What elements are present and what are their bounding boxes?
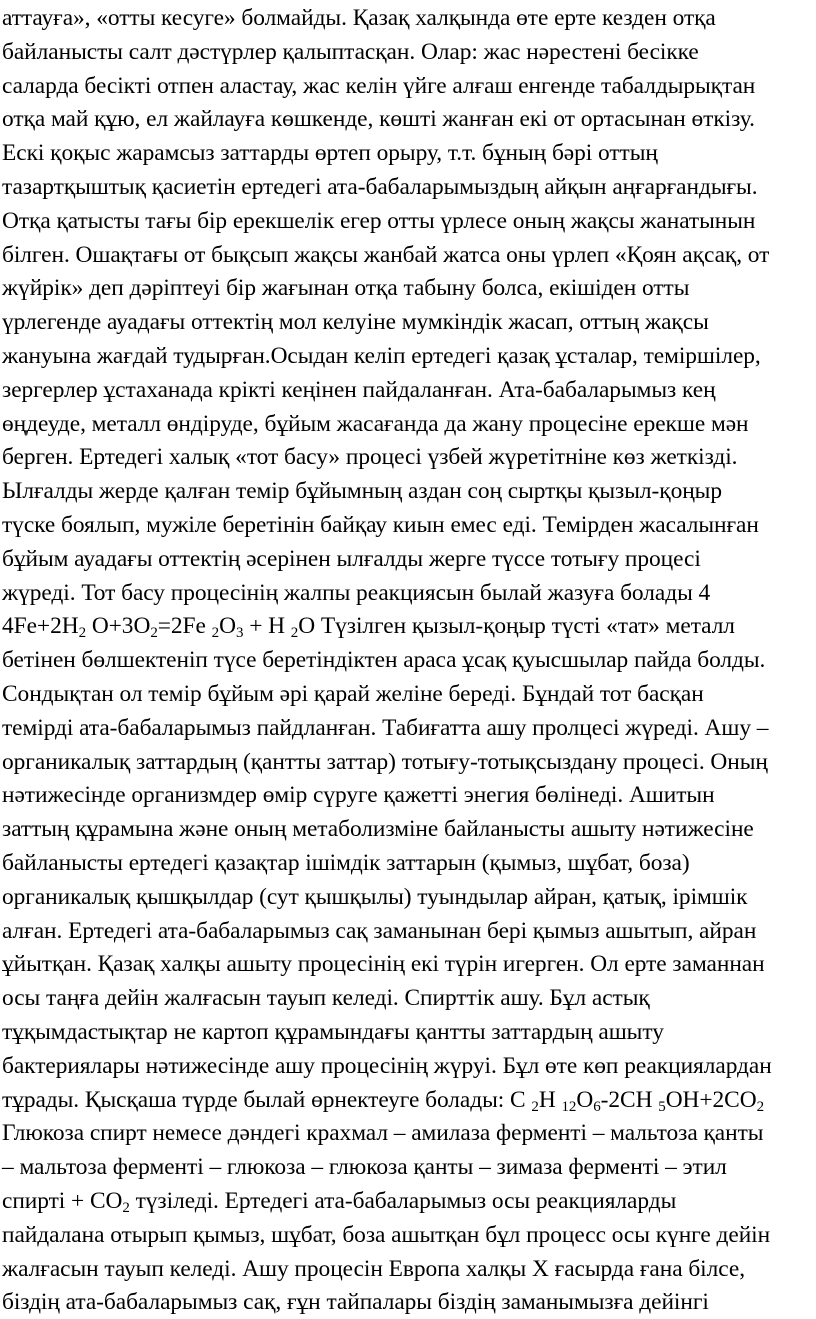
text-segment: осы таңға дейін жалғасын тауып келеді. Спирттік ашу. Бұл астық bbox=[2, 985, 650, 1012]
text-line bbox=[2, 1218, 770, 1252]
text-segment: ұйытқан. Қазақ халқы ашыту процесінің екі түрін игерген. Ол ерте заманнан bbox=[2, 951, 765, 978]
text-line bbox=[2, 339, 761, 373]
text-line bbox=[2, 846, 690, 880]
text-segment: + H bbox=[243, 613, 291, 640]
text-line bbox=[2, 880, 748, 914]
text-line bbox=[2, 407, 749, 441]
text-line bbox=[2, 1083, 764, 1117]
text-segment: – мальтоза ферменті – глюкоза – глюкоза қанты – зимаза ферменті – этил bbox=[2, 1154, 727, 1181]
text-segment: түске боялып, мужіле беретінін байқау киын емес еді. Темірден жасалынған bbox=[2, 512, 759, 538]
text-segment: Отқа қатысты тағы бір ерекшелік егер отты үрлесе оның жақсы жанатынын bbox=[2, 207, 756, 234]
text-line bbox=[2, 542, 701, 576]
text-segment: O+3O bbox=[86, 613, 151, 640]
text-segment: тазартқыштық қасиетін ертедегі ата-бабаларымыздың айқын аңғарғандығы. bbox=[2, 174, 758, 200]
text-segment: біздің ата-бабаларымыз сақ, ғұн тайпалары біздің заманымызға дейінгі bbox=[2, 1289, 709, 1316]
text-segment: жүйрік» деп дәріптеуі бір жағынан отқа табыну болса, екішіден отты bbox=[2, 275, 690, 302]
text-line bbox=[2, 136, 658, 170]
text-segment: алған. Ертедегі ата-бабаларымыз сақ заманынан бері қымыз ашытып, айран bbox=[2, 917, 757, 944]
text-segment: жануына жағдай тудырған.Осыдан келіп ертедегі қазақ ұсталар, теміршілер, bbox=[2, 343, 761, 369]
text-line bbox=[2, 914, 756, 948]
text-line bbox=[2, 778, 715, 812]
text-segment: 4Fe+2H bbox=[2, 613, 79, 640]
text-segment: O Түзілген қызыл-қоңыр түсті «тат» металл bbox=[298, 613, 735, 640]
text-line bbox=[2, 1, 716, 35]
subscript: 2 bbox=[531, 1098, 539, 1115]
text-line bbox=[2, 35, 699, 69]
text-segment: спирті + CO bbox=[2, 1188, 123, 1214]
text-line bbox=[2, 643, 765, 677]
subscript: 2 bbox=[150, 625, 158, 642]
subscript: 6 bbox=[593, 1098, 601, 1115]
text-segment: OH+2CO bbox=[665, 1086, 757, 1113]
text-segment: нәтижесінде организмдер өмір сүруге қажетті энегия бөлінеді. Ашитын bbox=[2, 782, 715, 809]
text-segment: пайдалана отырып қымыз, шұбат, боза ашытқан бұл процесс осы күнге дейін bbox=[2, 1221, 771, 1248]
text-segment: отқа май құю, ел жайлауға көшкенде, көшті жанған екі от ортасынан өткізу. bbox=[2, 106, 755, 133]
subscript: 2 bbox=[211, 625, 220, 642]
text-segment: зергерлер ұстаханада крікті кеңінен пайдаланған. Ата-бабаларымыз кең bbox=[2, 376, 716, 403]
text-segment: тұрады. Қысқаша түрде былай өрнектеуге болады: C bbox=[2, 1086, 532, 1113]
text-line bbox=[2, 1049, 772, 1083]
text-line bbox=[2, 238, 769, 272]
text-line bbox=[2, 812, 754, 846]
text-line bbox=[2, 1116, 763, 1150]
text-segment: Ылғалды жерде қалған темір бұйымның аздан соң сыртқы қызыл-қоңыр bbox=[2, 478, 722, 505]
text-segment: Ескі қоқыс жарамсыз заттарды өртеп орыру, т.т. бұның бәрі оттың bbox=[2, 140, 658, 167]
text-segment: тұқымдастықтар не картоп құрамындағы қантты заттардың ашыту bbox=[2, 1019, 664, 1045]
text-line bbox=[2, 1184, 676, 1218]
text-segment: Сондықтан ол темір бұйым әрі қарай желіне береді. Бұндай тот басқан bbox=[2, 681, 704, 707]
text-line bbox=[2, 1150, 727, 1184]
subscript: 2 bbox=[122, 1199, 130, 1216]
text-line bbox=[2, 609, 735, 643]
text-line bbox=[2, 271, 689, 305]
text-line bbox=[2, 474, 722, 508]
text-segment: байланысты ертедегі қазақтар ішімдік заттарын (қымыз, шұбат, боза) bbox=[2, 850, 690, 876]
text-segment: жүреді. Тот басу процесінің жалпы реакциясын былай жазуға болады 4 bbox=[2, 579, 711, 606]
text-line bbox=[2, 1252, 745, 1286]
text-segment: органикалық заттардың (қантты заттар) тотығу-тотықсыздану процесі. Оның bbox=[2, 748, 768, 775]
text-line bbox=[2, 204, 755, 238]
text-line bbox=[2, 745, 768, 779]
subscript: 12 bbox=[561, 1098, 577, 1115]
text-segment: органикалық қышқылдар (сут қышқылы) туындылар айран, қатық, ірімшік bbox=[2, 883, 748, 910]
text-segment: өңдеуде, металл өндіруде, бұйым жасағанда да жану процесіне ерекше мән bbox=[2, 410, 749, 437]
text-segment: =2Fe bbox=[157, 613, 212, 640]
text-line bbox=[2, 69, 755, 103]
text-line bbox=[2, 440, 737, 474]
text-line bbox=[2, 305, 709, 339]
subscript: 2 bbox=[290, 625, 299, 642]
text-line bbox=[2, 1285, 709, 1319]
text-segment: берген. Ертедегі халық «тот басу» процесі үзбей жүретітніне көз жеткізді. bbox=[2, 444, 738, 471]
text-segment: түзіледі. Ертедегі ата-бабаларымыз осы реакцияларды bbox=[129, 1188, 677, 1214]
text-line bbox=[2, 170, 758, 204]
text-segment: -2CH bbox=[600, 1086, 659, 1113]
text-segment: білген. Ошақтағы от бықсып жақсы жанбай жатса оны үрлеп «Қоян ақсақ, от bbox=[2, 241, 770, 268]
text-segment: бұйым ауадағы оттектің әсерінен ылғалды жерге түссе тотығу процесі bbox=[2, 545, 701, 572]
text-line bbox=[2, 508, 759, 542]
text-line bbox=[2, 711, 768, 745]
text-line bbox=[2, 677, 704, 711]
subscript: 2 bbox=[756, 1098, 765, 1115]
text-segment: заттың құрамына және оның метаболизміне байланысты ашыту нәтижесіне bbox=[2, 816, 754, 843]
text-segment: саларда бесікті отпен аластау, жас келін үйге алғаш енгенде табалдырықтан bbox=[2, 72, 756, 99]
text-line bbox=[2, 947, 765, 981]
text-line bbox=[2, 1015, 664, 1049]
text-segment: H bbox=[538, 1086, 562, 1113]
text-segment: бактериялары нәтижесінде ашу процесінің жүруі. Бұл өте көп реакциялардан bbox=[2, 1052, 772, 1079]
text-segment: O bbox=[219, 613, 236, 640]
text-segment: O bbox=[576, 1086, 594, 1113]
text-line bbox=[2, 576, 710, 610]
text-segment: бетінен бөлшектеніп түсе беретіндіктен араса ұсақ қуысшылар пайда болды. bbox=[2, 647, 766, 674]
text-segment: аттауға», «отты кесуге» болмайды. Қазақ халқында өте ерте кезден отқа bbox=[2, 5, 716, 31]
text-segment: Глюкоза спирт немесе дәндегі крахмал – амилаза ферменті – мальтоза қанты bbox=[2, 1120, 764, 1147]
text-segment: байланысты салт дәстүрлер қалыптасқан. Олар: жас нәрестені бесікке bbox=[2, 38, 699, 65]
text-segment: жалғасын тауып келеді. Ашу процесін Европа халқы X ғасырда ғана білсе, bbox=[2, 1255, 745, 1282]
text-line bbox=[2, 102, 755, 136]
subscript: 2 bbox=[78, 625, 87, 642]
text-segment: үрлегенде ауадағы оттектің мол келуіне мумкіндік жасап, оттың жақсы bbox=[2, 309, 709, 336]
text-line bbox=[2, 373, 716, 407]
subscript: 3 bbox=[235, 625, 244, 642]
text-segment: темірді ата-бабаларымыз пайдланған. Табиғатта ашу пролцесі жүреді. Ашу – bbox=[2, 714, 769, 741]
subscript: 5 bbox=[658, 1098, 666, 1115]
text-line bbox=[2, 981, 650, 1015]
